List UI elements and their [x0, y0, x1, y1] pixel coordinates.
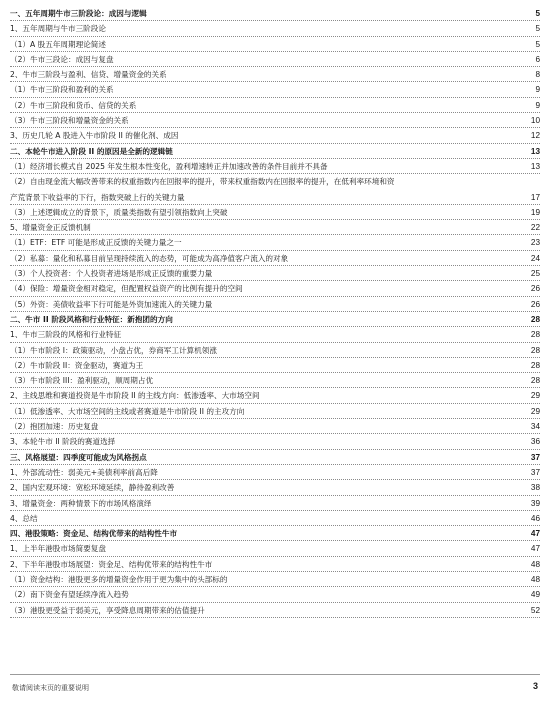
toc-entry-page-number: 52 [530, 605, 540, 615]
toc-entry-page-number: 26 [530, 284, 540, 294]
toc-entry-title: 产荒背景下收益率的下行，指数突破上行的关键力量 [10, 192, 185, 202]
toc-entry-page-number: 6 [535, 54, 540, 64]
toc-entry[interactable] [10, 98, 540, 113]
toc-entry-title: 2、主线思维和赛道投资是牛市阶段 II 的主线方向：低渗透率、大市场空间 [10, 391, 260, 401]
toc-entry[interactable] [10, 128, 540, 143]
toc-entry-page-number: 26 [530, 299, 540, 309]
toc-entry[interactable] [10, 159, 540, 174]
toc-entry-page-number: 28 [530, 360, 540, 370]
toc-entry[interactable] [10, 266, 540, 281]
toc-entry-page-number: 29 [530, 406, 540, 416]
toc-entry-title: 2、国内宏观环境：宽松环境延续，静待盈利改善 [10, 483, 175, 493]
toc-entry[interactable] [10, 465, 540, 480]
toc-entry-page-number: 28 [530, 376, 540, 386]
toc-entry-page-number: 25 [530, 269, 540, 279]
toc-entry[interactable] [10, 496, 540, 511]
toc-entry-page-number: 28 [530, 314, 540, 324]
toc-entry-title: （2）抱团加速：历史复盘 [10, 422, 99, 432]
toc-entry-title: （2）自由现金流大幅改善带来的权重指数内在回报率的提升，带来权重指数内在回报率的提升，在低利率环境和资 [10, 177, 395, 187]
toc-entry-title: （1）经济增长模式自 2025 年发生根本性变化，盈利增速转正并加速改善的条件目前并不具备 [10, 161, 328, 171]
toc-entry-title: 3、历史几轮 A 股进入牛市阶段 II 的催化剂、成因 [10, 131, 179, 141]
toc-entry-title: 5、增量资金正反馈机制 [10, 223, 91, 233]
toc-entry-title: （1）A 股五年周期理论简述 [10, 39, 106, 49]
toc-entry[interactable] [10, 434, 540, 449]
toc-entry-title: （3）港股更受益于弱美元，享受降息周期带来的估值提升 [10, 605, 205, 615]
toc-entry-page-number: 49 [530, 590, 540, 600]
toc-entry-page-number: 48 [530, 559, 540, 569]
toc-entry-title: 1、五年周期与牛市三阶段论 [10, 24, 106, 34]
toc-entry[interactable] [10, 526, 540, 541]
toc-entry[interactable] [10, 358, 540, 373]
toc-entry-page-number: 39 [530, 498, 540, 508]
toc-entry[interactable] [10, 21, 540, 36]
toc-entry-title: 3、本轮牛市 II 阶段的赛道选择 [10, 437, 116, 447]
toc-entry[interactable] [10, 450, 540, 465]
toc-entry[interactable] [10, 220, 540, 235]
toc-entry[interactable] [10, 541, 540, 556]
toc-entry-page-number: 23 [530, 238, 540, 248]
toc-entry-title: （2）牛市三阶段和货币、信贷的关系 [10, 100, 137, 110]
toc-entry-title: （1）牛市三阶段和盈利的关系 [10, 85, 114, 95]
toc-entry-page-number: 19 [530, 207, 540, 217]
toc-entry-page-number: 13 [530, 161, 540, 171]
toc-entry-page-number: 28 [530, 330, 540, 340]
toc-entry-page-number: 47 [530, 529, 540, 539]
toc-entry-title: 4、总结 [10, 513, 38, 523]
toc-entry-page-number: 38 [530, 483, 540, 493]
toc-entry-title: （2）牛市三段论：成因与复盘 [10, 54, 114, 64]
toc-entry[interactable] [10, 174, 540, 189]
toc-entry-title: （3）牛市三阶段和增量资金的关系 [10, 116, 129, 126]
toc-entry-title: （1）ETF：ETF 可能是形成正反馈的关键力量之一 [10, 238, 182, 248]
toc-entry-page-number: 9 [535, 100, 540, 110]
footer-divider [10, 674, 540, 675]
toc-entry-title: 四、港股策略：资金足、结构优带来的结构性牛市 [10, 529, 178, 539]
toc-entry-title: （1）牛市阶段 I：政策驱动，小盘占优，券商军工计算机领涨 [10, 345, 217, 355]
toc-entry[interactable] [10, 343, 540, 358]
toc-entry[interactable] [10, 251, 540, 266]
toc-entry-page-number: 5 [535, 24, 540, 34]
toc-entry-title: （4）保险：增量资金相对稳定，但配置权益资产的比例有提升的空间 [10, 284, 243, 294]
toc-entry-page-number: 13 [530, 146, 540, 156]
footer-page-number: 3 [532, 681, 538, 691]
toc-entry-page-number: 48 [530, 574, 540, 584]
toc-entry[interactable] [10, 144, 540, 159]
toc-entry[interactable] [10, 190, 540, 205]
toc-entry-page-number: 10 [530, 116, 540, 126]
toc-entry-title: （1）低渗透率、大市场空间的主线或者赛道是牛市阶段 II 的主攻方向 [10, 406, 245, 416]
toc-entry[interactable] [10, 419, 540, 434]
toc-entry-title: 1、牛市三阶段的风格和行业特征 [10, 330, 122, 340]
toc-entry[interactable] [10, 297, 540, 312]
toc-entry[interactable] [10, 205, 540, 220]
toc-entry[interactable] [10, 388, 540, 403]
toc-entry[interactable] [10, 327, 540, 342]
toc-entry-page-number: 46 [530, 513, 540, 523]
toc-entry[interactable] [10, 404, 540, 419]
toc-entry-title: （2）牛市阶段 II：资金驱动，赛道为王 [10, 360, 144, 370]
toc-entry[interactable] [10, 603, 540, 618]
toc-entry-title: 2、下半年港股市场展望：资金足、结构优带来的结构性牛市 [10, 559, 213, 569]
toc-entry[interactable] [10, 373, 540, 388]
toc-entry[interactable] [10, 37, 540, 52]
toc-entry-page-number: 37 [530, 467, 540, 477]
toc-entry-page-number: 12 [530, 131, 540, 141]
toc-entry-page-number: 28 [530, 345, 540, 355]
toc-entry-page-number: 47 [530, 544, 540, 554]
toc-entry-page-number: 5 [535, 39, 540, 49]
toc-entry-page-number: 36 [530, 437, 540, 447]
toc-entry-page-number: 22 [530, 223, 540, 233]
toc-entry-title: （3）上述逻辑成立的背景下，质量类指数有望引领指数向上突破 [10, 207, 228, 217]
toc-entry[interactable] [10, 6, 540, 21]
toc-entry-title: 二、牛市 II 阶段风格和行业特征：新抱团的方向 [10, 314, 173, 324]
toc-entry-page-number: 24 [530, 253, 540, 263]
toc-entry-title: （5）外资：美债收益率下行可能是外资加速流入的关键力量 [10, 299, 213, 309]
toc-entry[interactable] [10, 480, 540, 495]
toc-entry-page-number: 8 [535, 70, 540, 80]
toc-entry-title: （1）资金结构：港股更多的增量资金作用于更为集中的头部标的 [10, 574, 228, 584]
toc-entry-page-number: 34 [530, 422, 540, 432]
toc-entry[interactable] [10, 52, 540, 67]
toc-entry-title: 三、风格展望：四季度可能成为风格拐点 [10, 452, 147, 462]
toc-entry-title: 2、牛市三阶段与盈利、信贷、增量资金的关系 [10, 70, 167, 80]
toc-entry[interactable] [10, 587, 540, 602]
toc-entry-title: 1、外部流动性：弱美元+美债利率前高后降 [10, 467, 158, 477]
toc-entry[interactable] [10, 235, 540, 250]
toc-entry-page-number: 9 [535, 85, 540, 95]
toc-entry-title: 3、增量资金：两种情景下的市场风格演绎 [10, 498, 152, 508]
toc-entry[interactable] [10, 572, 540, 587]
toc-entry-title: （3）个人投资者：个人投资者进场是形成正反馈的重要力量 [10, 269, 213, 279]
toc-entry[interactable] [10, 82, 540, 97]
toc-entry[interactable] [10, 312, 540, 327]
toc-entry-page-number: 5 [535, 9, 540, 18]
toc-entry-title: （3）牛市阶段 III：盈利驱动，顺周期占优 [10, 376, 154, 386]
toc-entry-title: 1、上半年港股市场简要复盘 [10, 544, 106, 554]
toc-entry-title: 一、五年周期牛市三阶段论：成因与逻辑 [10, 9, 147, 18]
toc-entry-title: 二、本轮牛市进入阶段 II 的原因是全新的逻辑链 [10, 146, 173, 156]
toc-entry[interactable] [10, 67, 540, 82]
toc-entry-page-number: 17 [530, 192, 540, 202]
toc-entry[interactable] [10, 557, 540, 572]
table-of-contents [10, 6, 540, 618]
toc-entry[interactable] [10, 511, 540, 526]
toc-entry[interactable] [10, 281, 540, 296]
footer-disclaimer-note: 敬请阅读末页的重要说明 [12, 684, 89, 692]
toc-entry-page-number: 29 [530, 391, 540, 401]
toc-entry-title: （2）南下资金有望延续净流入趋势 [10, 590, 129, 600]
toc-entry-page-number: 37 [530, 452, 540, 462]
toc-entry[interactable] [10, 113, 540, 128]
toc-entry-title: （2）私募：量化和私募目前呈现持续流入的态势，可能成为高净值客户流入的对象 [10, 253, 289, 263]
